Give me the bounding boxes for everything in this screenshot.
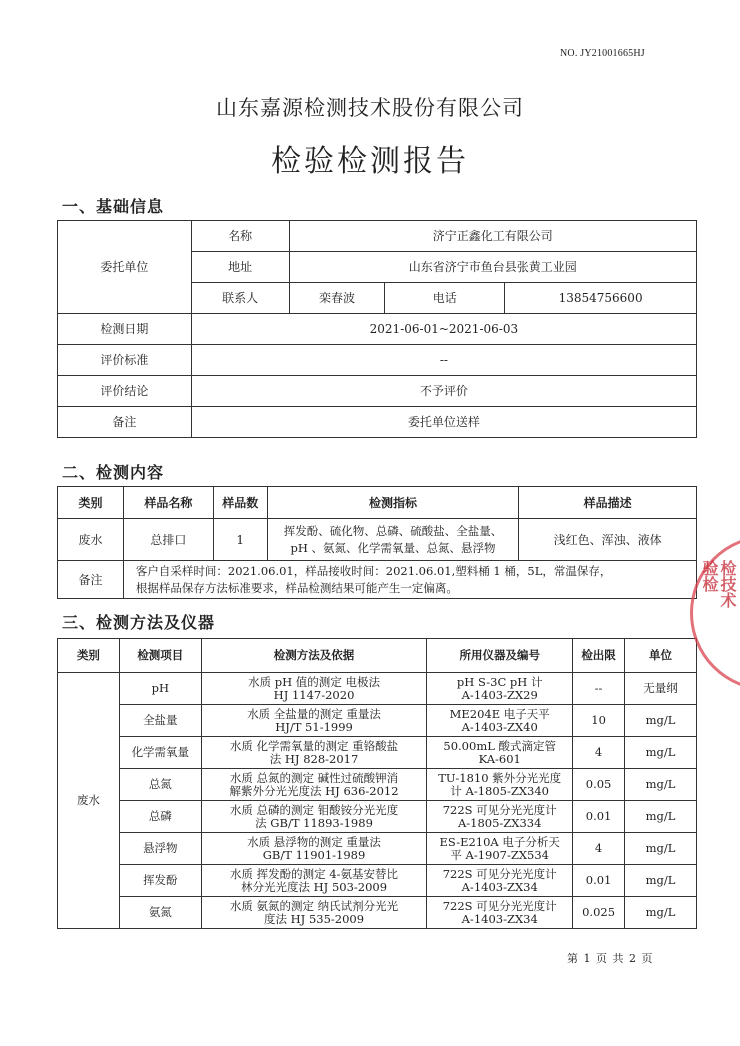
- section3-heading: 三、检测方法及仪器: [62, 613, 216, 632]
- remark-label: 备注: [58, 407, 192, 438]
- instrument: [427, 801, 573, 833]
- seal-stamp-text: 检技术 验检: [700, 560, 737, 608]
- method-basis-line2: GB/T 11901-1989: [262, 847, 366, 862]
- method-basis: [201, 833, 427, 865]
- method-basis-line1: 水质 氨氮的测定 纳氏试剂分光光: [229, 898, 399, 913]
- instrument-line1: 722S 可见分光光度计: [442, 866, 557, 881]
- conclusion-value: 不予评价: [191, 376, 696, 407]
- page-footer: 第 1 页 共 2 页: [567, 952, 654, 965]
- header3-category: 类别: [58, 639, 120, 673]
- header3-unit: 单位: [625, 639, 697, 673]
- detection-limit: 4: [573, 737, 625, 769]
- method-basis-line2: HJ 1147-2020: [273, 687, 355, 702]
- method-basis: [201, 705, 427, 737]
- unit: mg/L: [625, 801, 697, 833]
- document-number: NO. JY21001665HJ: [560, 48, 645, 59]
- instrument: [427, 865, 573, 897]
- instrument-line1: TU-1810 紫外分光光度: [438, 770, 562, 785]
- instrument-line2: A-1805-ZX334: [457, 815, 542, 830]
- detection-limit: 0.05: [573, 769, 625, 801]
- method-basis: [201, 897, 427, 929]
- table-row: [58, 897, 697, 929]
- table-row: [58, 865, 697, 897]
- instrument-line1: 722S 可见分光光度计: [442, 802, 557, 817]
- standard-label: 评价标准: [58, 345, 192, 376]
- basic-info-table: [57, 220, 697, 438]
- instrument-line1: 722S 可见分光光度计: [442, 898, 557, 913]
- instrument-line1: 50.00mL 酸式滴定管: [443, 738, 557, 753]
- sample-name: 总排口: [123, 519, 213, 561]
- method-basis-line1: 水质 总磷的测定 钼酸铵分光光度: [229, 802, 399, 817]
- sample-description: 浅红色、浑浊、液体: [519, 519, 697, 561]
- method-basis: [201, 769, 427, 801]
- method-item: 挥发酚: [119, 865, 201, 897]
- indicators-cell: [267, 519, 519, 561]
- table-row: [58, 673, 697, 705]
- remark2-line2: 根据样品保存方法标准要求，样品检测结果可能产生一定偏离。: [135, 580, 458, 595]
- section1-heading: 一、基础信息: [62, 197, 165, 216]
- name-label: 名称: [191, 221, 289, 252]
- method-basis-line1: 水质 pH 值的测定 电极法: [248, 674, 380, 689]
- instrument: [427, 769, 573, 801]
- detection-limit: 10: [573, 705, 625, 737]
- instrument-line2: KA-601: [478, 751, 521, 766]
- contact-label: 联系人: [191, 283, 289, 314]
- method-item: 氨氮: [119, 897, 201, 929]
- instrument-line1: ME204E 电子天平: [449, 706, 550, 721]
- remark2-label: 备注: [58, 561, 124, 599]
- instrument: [427, 897, 573, 929]
- table-row: [58, 833, 697, 865]
- detection-limit: 0.025: [573, 897, 625, 929]
- unit: mg/L: [625, 865, 697, 897]
- instrument-line2: A-1403-ZX34: [461, 911, 538, 926]
- table-row: [58, 769, 697, 801]
- method-basis-line1: 水质 挥发酚的测定 4-氨基安替比: [230, 866, 399, 881]
- remark2-cell: [123, 561, 696, 599]
- detection-limit: 0.01: [573, 801, 625, 833]
- name-value: 济宁正鑫化工有限公司: [289, 221, 696, 252]
- instrument-line2: 平 A-1907-ZX534: [450, 847, 550, 862]
- unit: mg/L: [625, 897, 697, 929]
- method-basis-line2: 法 HJ 828-2017: [269, 751, 359, 766]
- header-sample-count: 样品数: [213, 487, 267, 519]
- instrument: [427, 705, 573, 737]
- header-category: 类别: [58, 487, 124, 519]
- indicators-line1: 挥发酚、硫化物、总磷、硫酸盐、全盐量、: [283, 523, 503, 538]
- client-label: 委托单位: [58, 221, 192, 314]
- seal-stamp: [690, 535, 740, 691]
- section2-heading: 二、检测内容: [62, 463, 165, 482]
- header3-method: 检测方法及依据: [201, 639, 427, 673]
- instrument: [427, 737, 573, 769]
- company-name: 山东嘉源检测技术股份有限公司: [216, 96, 524, 120]
- unit: 无量纲: [625, 673, 697, 705]
- test-content-table: [57, 486, 697, 599]
- method-basis-line1: 水质 化学需氧量的测定 重铬酸盐: [229, 738, 399, 753]
- remark2-line1: 客户自采样时间：2021.06.01，样品接收时间：2021.06.01,塑料桶 1 桶，5L，常温保存，: [135, 563, 612, 578]
- detection-limit: 4: [573, 833, 625, 865]
- method-basis-line2: 林分光光度法 HJ 503-2009: [241, 879, 388, 894]
- method-category: 废水: [58, 673, 120, 929]
- detection-limit: 0.01: [573, 865, 625, 897]
- header-description: 样品描述: [519, 487, 697, 519]
- method-item: 化学需氧量: [119, 737, 201, 769]
- method-basis: [201, 737, 427, 769]
- detection-limit: --: [573, 673, 625, 705]
- indicators-line2: pH 、氨氮、化学需氧量、总氮、悬浮物: [290, 540, 496, 555]
- method-basis-line2: 法 GB/T 11893-1989: [255, 815, 373, 830]
- phone-label: 电话: [385, 283, 505, 314]
- method-item: 总磷: [119, 801, 201, 833]
- method-basis-line2: 度法 HJ 535-2009: [264, 911, 365, 926]
- method-table: [57, 638, 697, 929]
- table-row: [58, 737, 697, 769]
- sample-count: 1: [213, 519, 267, 561]
- method-basis-line1: 水质 全盐量的测定 重量法: [247, 706, 381, 721]
- method-basis: [201, 865, 427, 897]
- unit: mg/L: [625, 833, 697, 865]
- sample-category: 废水: [58, 519, 124, 561]
- date-value: 2021-06-01~2021-06-03: [191, 314, 696, 345]
- instrument-line1: pH S-3C pH 计: [456, 674, 543, 689]
- instrument-line2: A-1403-ZX40: [461, 719, 538, 734]
- method-item: 悬浮物: [119, 833, 201, 865]
- method-item: 全盐量: [119, 705, 201, 737]
- header-indicators: 检测指标: [267, 487, 519, 519]
- conclusion-label: 评价结论: [58, 376, 192, 407]
- header3-instrument: 所用仪器及编号: [427, 639, 573, 673]
- instrument-line1: ES-E210A 电子分析天: [439, 834, 560, 849]
- instrument-line2: 计 A-1805-ZX340: [450, 783, 550, 798]
- instrument: [427, 673, 573, 705]
- method-item: 总氮: [119, 769, 201, 801]
- header-sample-name: 样品名称: [123, 487, 213, 519]
- method-item: pH: [119, 673, 201, 705]
- unit: mg/L: [625, 769, 697, 801]
- unit: mg/L: [625, 705, 697, 737]
- contact-value: 栾春波: [289, 283, 385, 314]
- remark-value: 委托单位送样: [191, 407, 696, 438]
- instrument-line2: A-1403-ZX34: [461, 879, 538, 894]
- header3-item: 检测项目: [119, 639, 201, 673]
- date-label: 检测日期: [58, 314, 192, 345]
- unit: mg/L: [625, 737, 697, 769]
- report-title: 检验检测报告: [271, 144, 469, 179]
- instrument: [427, 833, 573, 865]
- method-basis-line2: HJ/T 51-1999: [275, 719, 353, 734]
- address-label: 地址: [191, 252, 289, 283]
- method-basis-line2: 解紫外分光光度法 HJ 636-2012: [229, 783, 399, 798]
- header3-limit: 检出限: [573, 639, 625, 673]
- method-basis-line1: 水质 悬浮物的测定 重量法: [247, 834, 381, 849]
- standard-value: --: [191, 345, 696, 376]
- method-basis: [201, 673, 427, 705]
- phone-value: 13854756600: [505, 283, 697, 314]
- method-basis-line1: 水质 总氮的测定 碱性过硫酸钾消: [229, 770, 399, 785]
- table-row: [58, 705, 697, 737]
- table-row: [58, 801, 697, 833]
- address-value: 山东省济宁市鱼台县张黄工业园: [289, 252, 696, 283]
- instrument-line2: A-1403-ZX29: [461, 687, 538, 702]
- method-basis: [201, 801, 427, 833]
